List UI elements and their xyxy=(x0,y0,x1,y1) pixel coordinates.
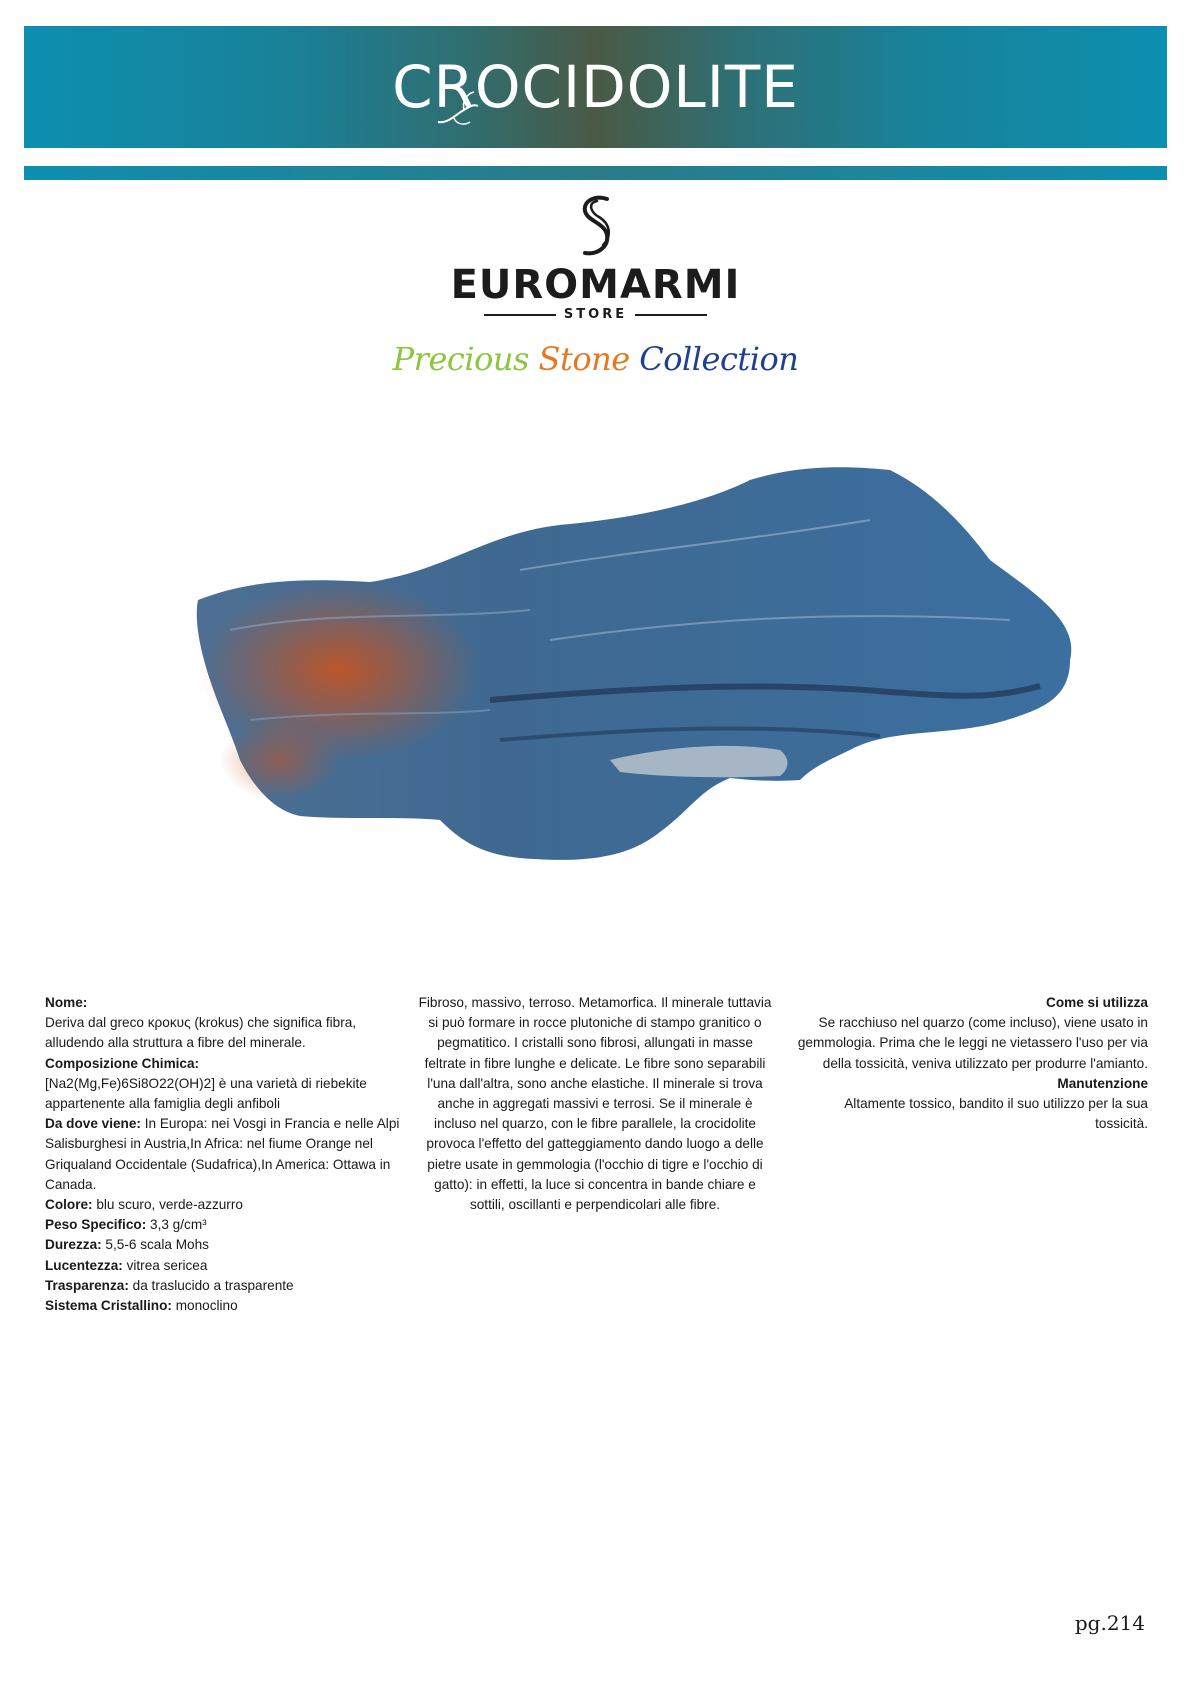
brand-logo xyxy=(0,195,1191,378)
nome-text: Deriva dal greco κροκυς (krokus) che significa fibra, alludendo alla struttura a fibre del minerale. xyxy=(45,1015,357,1051)
euromarmi-s-mark-icon xyxy=(573,195,619,259)
peso-text: 3,3 g/cm³ xyxy=(146,1217,207,1233)
colore-row xyxy=(45,1195,405,1215)
trasparenza-text: da traslucido a trasparente xyxy=(128,1277,294,1293)
trasparenza-row xyxy=(45,1276,405,1296)
store-left-bar xyxy=(484,314,556,316)
collection-word-1: Precious xyxy=(392,340,529,378)
manutenzione-text: Altamente tossico, bandito il suo utilizzo per la sua tossicità. xyxy=(844,1096,1148,1132)
brand-name: EUROMARMI xyxy=(450,262,741,308)
provenienza-text: In Europa: nei Vosgi in Francia e nelle Alpi Salisburghesi in Austria,In Africa: nel fiume Orange nel Griqualand Occidentale (Sudafrica),In America: Ottawa in Canada. xyxy=(45,1116,400,1192)
nome-label: Nome: xyxy=(45,995,88,1010)
header-rule xyxy=(24,166,1167,180)
brand-store-line xyxy=(0,307,1191,322)
description-column xyxy=(415,993,775,1215)
colore-label: Colore: xyxy=(45,1197,93,1213)
store-right-bar xyxy=(635,314,707,316)
title-rest: ROCIDOLITE xyxy=(433,53,799,121)
provenienza-label: Da dove viene: xyxy=(45,1116,141,1132)
usage-column xyxy=(790,993,1148,1134)
durezza-row xyxy=(45,1235,405,1255)
uso-label: Come si utilizza xyxy=(1046,995,1148,1010)
lucentezza-row xyxy=(45,1256,405,1276)
collection-tagline xyxy=(0,340,1191,378)
collection-word-2: Stone xyxy=(538,340,630,378)
peso-label: Peso Specifico: xyxy=(45,1217,147,1233)
crocidolite-stone-photo xyxy=(190,460,1090,880)
properties-column xyxy=(45,993,405,1316)
swirl-ornament-icon xyxy=(434,84,484,132)
lucentezza-text: vitrea sericea xyxy=(122,1257,208,1273)
page-number: pg.214 xyxy=(1074,1611,1145,1635)
collection-word-3: Collection xyxy=(639,340,799,378)
sistema-text: monoclino xyxy=(171,1298,238,1314)
composizione-text: [Na2(Mg,Fe)6Si8O22(OH)2] è una varietà di riebekite appartenente alla famiglia degli anfiboli xyxy=(45,1075,367,1112)
manutenzione-label: Manutenzione xyxy=(1057,1075,1148,1091)
peso-row xyxy=(45,1215,405,1235)
durezza-label: Durezza: xyxy=(45,1237,102,1253)
brand-store: STORE xyxy=(563,307,628,322)
trasparenza-label: Trasparenza: xyxy=(45,1277,129,1293)
provenienza-row xyxy=(45,1114,405,1195)
sistema-row xyxy=(45,1296,405,1316)
lucentezza-label: Lucentezza: xyxy=(45,1257,123,1273)
title-initial: C xyxy=(392,53,434,121)
description-text: Fibroso, massivo, terroso. Metamorfica. Il minerale tuttavia si può formare in rocce plutoniche di stampo granitico o pegmatitico. I cristalli sono fibrosi, allungati in masse feltrate in fibre lunghe e delicate. Le fibre sono separabili l'una dall'altra, sono anche elastiche. Il minerale si trova anche in aggregati massivi e terrosi. Se il minerale è incluso nel quarzo, con le fibre parallele, la crocidolite provoca l'effetto del gatteggiamento dando luogo a delle pietre usate in gemmologia (l'occhio di tigre e l'occhio di gatto): in effetti, la luce si concentra in bande chiare e sottili, oscillanti e perpendicolari alle fibre. xyxy=(418,995,772,1213)
durezza-text: 5,5-6 scala Mohs xyxy=(101,1237,209,1253)
uso-text: Se racchiuso nel quarzo (come incluso), viene usato in gemmologia. Prima che le leggi ne vietassero l'uso per via della tossicità, veniva utilizzato per produrre l'amianto. xyxy=(797,1015,1148,1071)
colore-text: blu scuro, verde-azzurro xyxy=(92,1197,243,1213)
title-banner xyxy=(24,26,1167,148)
composizione-label: Composizione Chimica: xyxy=(45,1055,200,1071)
sistema-label: Sistema Cristallino: xyxy=(45,1298,172,1314)
